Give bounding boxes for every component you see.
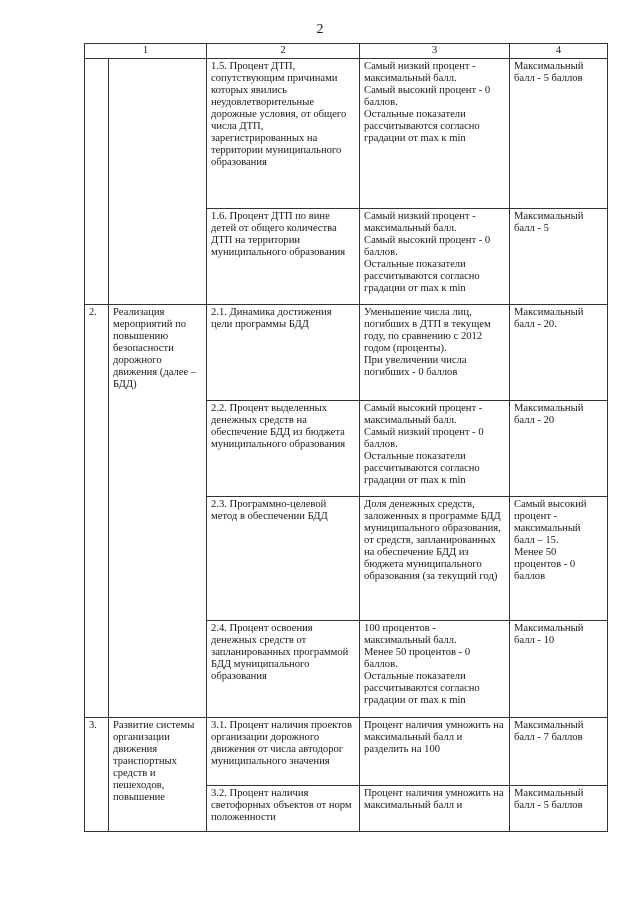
score-cell: Максимальный балл - 20. <box>510 305 608 401</box>
method-cell: Процент наличия умножить на максимальный балл и <box>360 786 510 832</box>
section-title: Реализация мероприятий по повышению безопасности дорожного движения (далее – БДД) <box>109 305 207 718</box>
column-number-3: 3 <box>360 44 510 59</box>
column-number-4: 4 <box>510 44 608 59</box>
score-cell: Максимальный балл - 7 баллов <box>510 718 608 786</box>
method-cell: Самый низкий процент - максимальный балл. Самый высокий процент - 0 баллов. Остальные показатели рассчитываются согласно градации от max к min <box>360 59 510 209</box>
table-row <box>85 305 608 401</box>
table-row <box>85 718 608 786</box>
score-cell: Максимальный балл - 20 <box>510 401 608 497</box>
column-number-row <box>85 44 608 59</box>
method-cell: Самый низкий процент - максимальный балл. Самый высокий процент - 0 баллов. Остальные показатели рассчитываются согласно градации от max к min <box>360 209 510 305</box>
row-number <box>85 59 109 209</box>
indicator-cell: 1.6. Процент ДТП по вине детей от общего количества ДТП на территории муниципального образования <box>207 209 360 305</box>
column-number-2: 2 <box>207 44 360 59</box>
indicator-cell: 2.3. Программно-целевой метод в обеспечении БДД <box>207 497 360 621</box>
score-cell: Самый высокий процент - максимальный балл – 15. Менее 50 процентов - 0 баллов <box>510 497 608 621</box>
indicator-cell: 3.1. Процент наличия проектов организации дорожного движения от числа автодорог муниципального значения <box>207 718 360 786</box>
column-number-1: 1 <box>85 44 207 59</box>
section-title: Развитие системы организации движения транспортных средств и пешеходов, повышение <box>109 718 207 832</box>
method-cell: Доля денежных средств, заложенных в программе БДД муниципального образования, от средств, запланированных на обеспечение БДД из бюджета муниципального образования (за текущий год) <box>360 497 510 621</box>
table-row <box>85 209 608 305</box>
row-number: 2. <box>85 305 109 718</box>
indicator-cell: 2.2. Процент выделенных денежных средств на обеспечение БДД из бюджета муниципального образования <box>207 401 360 497</box>
indicator-cell: 2.1. Динамика достижения цели программы БДД <box>207 305 360 401</box>
table-row <box>85 59 608 209</box>
method-cell: 100 процентов - максимальный балл. Менее 50 процентов - 0 баллов. Остальные показатели рассчитываются согласно градации от max к min <box>360 621 510 718</box>
score-cell: Максимальный балл - 5 баллов <box>510 786 608 832</box>
method-cell: Процент наличия умножить на максимальный балл и разделить на 100 <box>360 718 510 786</box>
row-number: 3. <box>85 718 109 832</box>
indicator-cell: 2.4. Процент освоения денежных средств от запланированных программой БДД муниципального образования <box>207 621 360 718</box>
method-cell: Уменьшение числа лиц, погибших в ДТП в текущем году, по сравнению с 2012 годом (проценты). При увеличении числа погибших - 0 баллов <box>360 305 510 401</box>
score-cell: Максимальный балл - 5 баллов <box>510 59 608 209</box>
section-title <box>109 209 207 305</box>
criteria-table <box>84 43 608 832</box>
row-number <box>85 209 109 305</box>
section-title <box>109 59 207 209</box>
method-cell: Самый высокий процент - максимальный балл. Самый низкий процент - 0 баллов. Остальные показатели рассчитываются согласно градации от max к min <box>360 401 510 497</box>
score-cell: Максимальный балл - 10 <box>510 621 608 718</box>
page-number: 2 <box>316 22 324 37</box>
indicator-cell: 3.2. Процент наличия светофорных объектов от норм положенности <box>207 786 360 832</box>
indicator-cell: 1.5. Процент ДТП, сопутствующим причинами которых явились неудовлетворительные дорожные условия, от общего числа ДТП, зарегистрированных на территории муниципального образования <box>207 59 360 209</box>
score-cell: Максимальный балл - 5 <box>510 209 608 305</box>
